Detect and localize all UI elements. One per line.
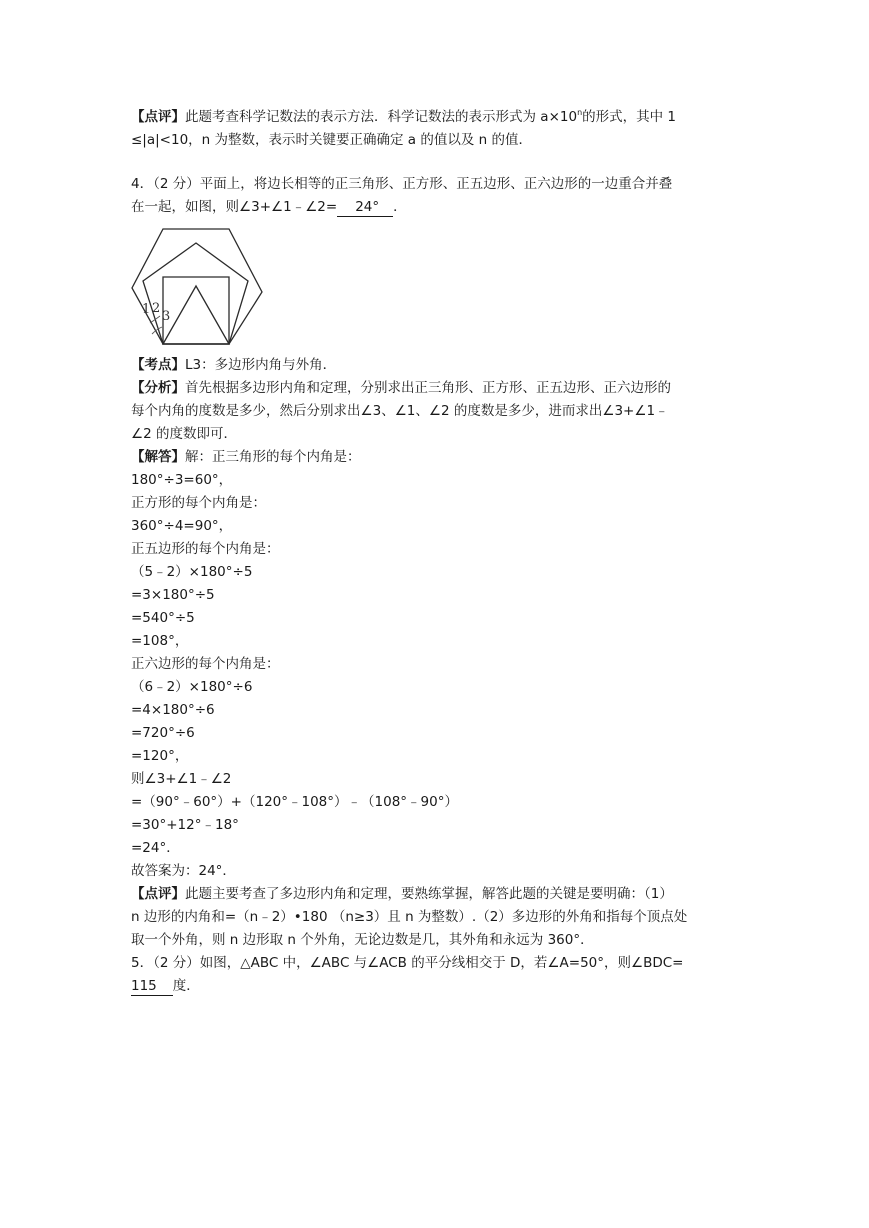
q4-review-label: 【点评】	[131, 886, 185, 902]
solution-step: 故答案为：24°．	[131, 863, 236, 879]
solution-step: 360°÷4=90°，	[131, 518, 233, 534]
q4-kaodian	[131, 354, 741, 376]
prev-review-label: 【点评】	[131, 109, 185, 125]
solution-step: 180°÷3=60°，	[131, 472, 233, 488]
prev-review-line-2: ≤|a|<10，n 为整数，表示时关键要正确确定 a 的值以及 n 的值．	[131, 132, 533, 148]
q5-stem-line-1: 5．（2 分）如图，△ABC 中，∠ABC 与∠ACB 的平分线相交于 D，若∠A=50°，则∠BDC=	[131, 955, 684, 971]
solution-step: =24°．	[131, 840, 180, 856]
solution-step: =4×180°÷6	[131, 702, 215, 718]
q5-stem-end: 度．	[172, 978, 200, 994]
prev-review-text-a: 此题考查科学记数法的表示方法．科学记数法的表示形式为 a×10	[185, 109, 578, 125]
solution-step: 则∠3+∠1﹣∠2	[131, 771, 232, 787]
q5-stem-line-2	[131, 975, 741, 997]
q4-review-line-1	[131, 883, 741, 905]
q5-answer-blank: 115	[131, 977, 173, 996]
q4-fenxi-line-1	[131, 377, 741, 399]
kaodian-text: L3：多边形内角与外角．	[185, 357, 337, 373]
q4-review-text-1: 此题主要考查了多边形内角和定理，要熟练掌握，解答此题的关键是要明确：（1）	[185, 886, 673, 902]
q4-fenxi-line-3: ∠2 的度数即可．	[131, 426, 237, 442]
polygons-figure	[130, 226, 266, 350]
triangle-shape	[163, 286, 229, 344]
angle-label-1: 1	[142, 302, 151, 317]
solution-step: =120°，	[131, 748, 189, 764]
angle-label-3: 3	[162, 309, 171, 324]
jieda-label: 【解答】	[131, 449, 185, 465]
solution-step: =3×180°÷5	[131, 587, 215, 603]
solution-step: =30°+12°﹣18°	[131, 817, 239, 833]
kaodian-label: 【考点】	[131, 357, 185, 373]
fenxi-label: 【分析】	[131, 380, 185, 396]
q4-answer-blank: 24°	[337, 198, 393, 217]
prev-review-exponent: n	[577, 108, 583, 117]
angle-label-2: 2	[152, 301, 161, 316]
q4-jieda	[131, 446, 741, 468]
q4-fenxi-line-2: 每个内角的度数是多少，然后分别求出∠3、∠1、∠2 的度数是多少，进而求出∠3+∠1﹣	[131, 403, 669, 419]
q4-stem-line-2	[131, 196, 741, 218]
prev-review-text-b: 的形式，其中 1	[582, 109, 677, 125]
prev-review-line-1	[131, 106, 741, 128]
solution-step: 正方形的每个内角是：	[131, 495, 266, 511]
solution-step: =540°÷5	[131, 610, 195, 626]
fenxi-text-1: 首先根据多边形内角和定理，分别求出正三角形、正方形、正五边形、正六边形的	[185, 380, 671, 396]
solution-step: （6﹣2）×180°÷6	[131, 679, 253, 695]
jieda-text: 解：正三角形的每个内角是：	[185, 449, 361, 465]
q4-stem-line-1: 4．（2 分）平面上，将边长相等的正三角形、正方形、正五边形、正六边形的一边重合并叠	[131, 176, 673, 192]
solution-step: =720°÷6	[131, 725, 195, 741]
solution-step: =（90°﹣60°）+（120°﹣108°）﹣（108°﹣90°）	[131, 794, 458, 810]
solution-step: 正六边形的每个内角是：	[131, 656, 280, 672]
q4-review-line-2: n 边形的内角和=（n﹣2）•180 （n≥3）且 n 为整数）.（2）多边形的外角和指每个顶点处	[131, 909, 688, 925]
solution-step: （5﹣2）×180°÷5	[131, 564, 253, 580]
q4-stem-end: ．	[393, 199, 407, 215]
solution-step: 正五边形的每个内角是：	[131, 541, 280, 557]
q4-stem-text: 在一起，如图，则∠3+∠1﹣∠2=	[131, 199, 338, 215]
solution-step: =108°，	[131, 633, 189, 649]
q4-review-line-3: 取一个外角，则 n 边形取 n 个外角，无论边数是几，其外角和永远为 360°．	[131, 932, 594, 948]
